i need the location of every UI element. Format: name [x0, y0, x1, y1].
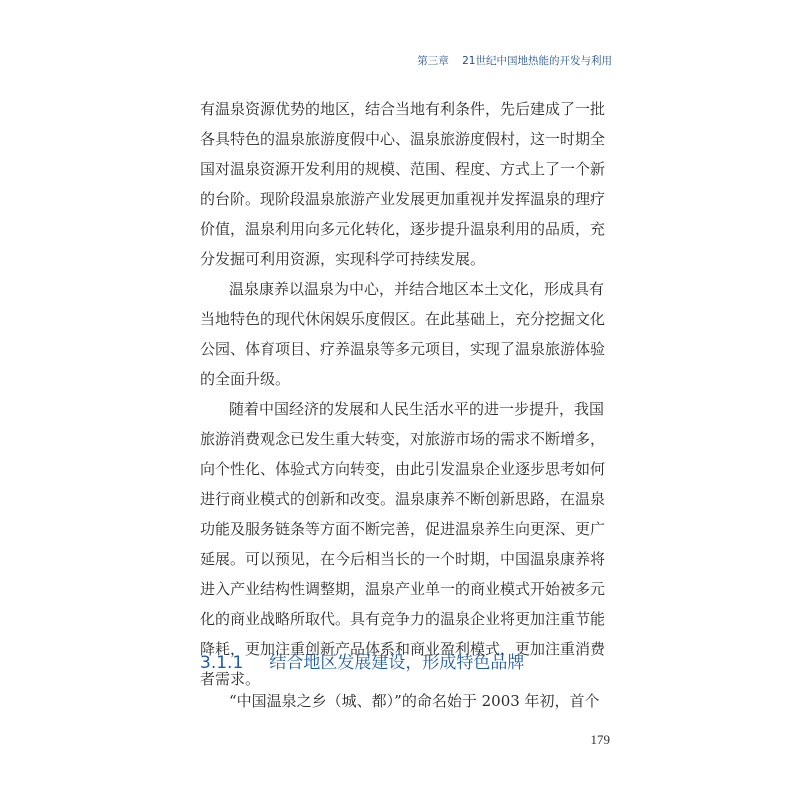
- text-line: 进入产业结构性调整期，温泉产业单一的商业模式开始被多元: [200, 580, 606, 598]
- text-line: 向个性化、体验式方向转变，由此引发温泉企业逐步思考如何: [200, 460, 606, 478]
- text-line: 随着中国经济的发展和人民生活水平的进一步提升，我国: [229, 400, 605, 418]
- page-number: 179: [590, 732, 610, 747]
- text-line: 价值，温泉利用向多元化转化，逐步提升温泉利用的品质，充: [200, 220, 606, 238]
- text-line: 化的商业战略所取代。具有竞争力的温泉企业将更加注重节能: [200, 610, 606, 628]
- text-line: 温泉康养以温泉为中心，并结合地区本土文化，形成具有: [229, 280, 605, 298]
- text-line: 公园、体育项目、疗养温泉等多元项目，实现了温泉旅游体验: [200, 340, 606, 358]
- body-text: [200, 94, 612, 694]
- text-line: 者需求。: [200, 670, 261, 688]
- chapter-label: 第三章: [417, 55, 449, 67]
- text-line: 的全面升级。: [200, 370, 291, 388]
- text-line: 进行商业模式的创新和改变。温泉康养不断创新思路，在温泉: [200, 490, 606, 508]
- text-line: 降耗，更加注重创新产品体系和商业盈利模式，更加注重消费: [200, 640, 606, 658]
- text-line: 各具特色的温泉旅游度假中心、温泉旅游度假村，这一时期全: [200, 130, 606, 148]
- text-line: 分发掘可利用资源，实现科学可持续发展。: [200, 250, 486, 268]
- chapter-title: 21世纪中国地热能的开发与利用: [462, 55, 612, 67]
- running-header: [417, 53, 612, 68]
- section-heading: [200, 648, 524, 673]
- text-line: 当地特色的现代休闲娱乐度假区。在此基础上，充分挖掘文化: [200, 310, 606, 328]
- text-line: 延展。可以预见，在今后相当长的一个时期，中国温泉康养将: [200, 550, 606, 568]
- section-first-line: “中国温泉之乡（城、都）”的命名始于 2003 年初，首个: [229, 692, 600, 710]
- text-line: 的台阶。现阶段温泉旅游产业发展更加重视并发挥温泉的理疗: [200, 190, 606, 208]
- text-line: 功能及服务链条等方面不断完善，促进温泉养生向更深、更广: [200, 520, 606, 538]
- text-line: 有温泉资源优势的地区，结合当地有利条件，先后建成了一批: [200, 100, 606, 118]
- section-title: 结合地区发展建设，形成特色品牌: [269, 653, 525, 673]
- text-line: 旅游消费观念已发生重大转变，对旅游市场的需求不断增多，: [200, 430, 606, 448]
- text-line: 国对温泉资源开发利用的规模、范围、程度、方式上了一个新: [200, 160, 606, 178]
- section-number: 3.1.1: [200, 653, 244, 673]
